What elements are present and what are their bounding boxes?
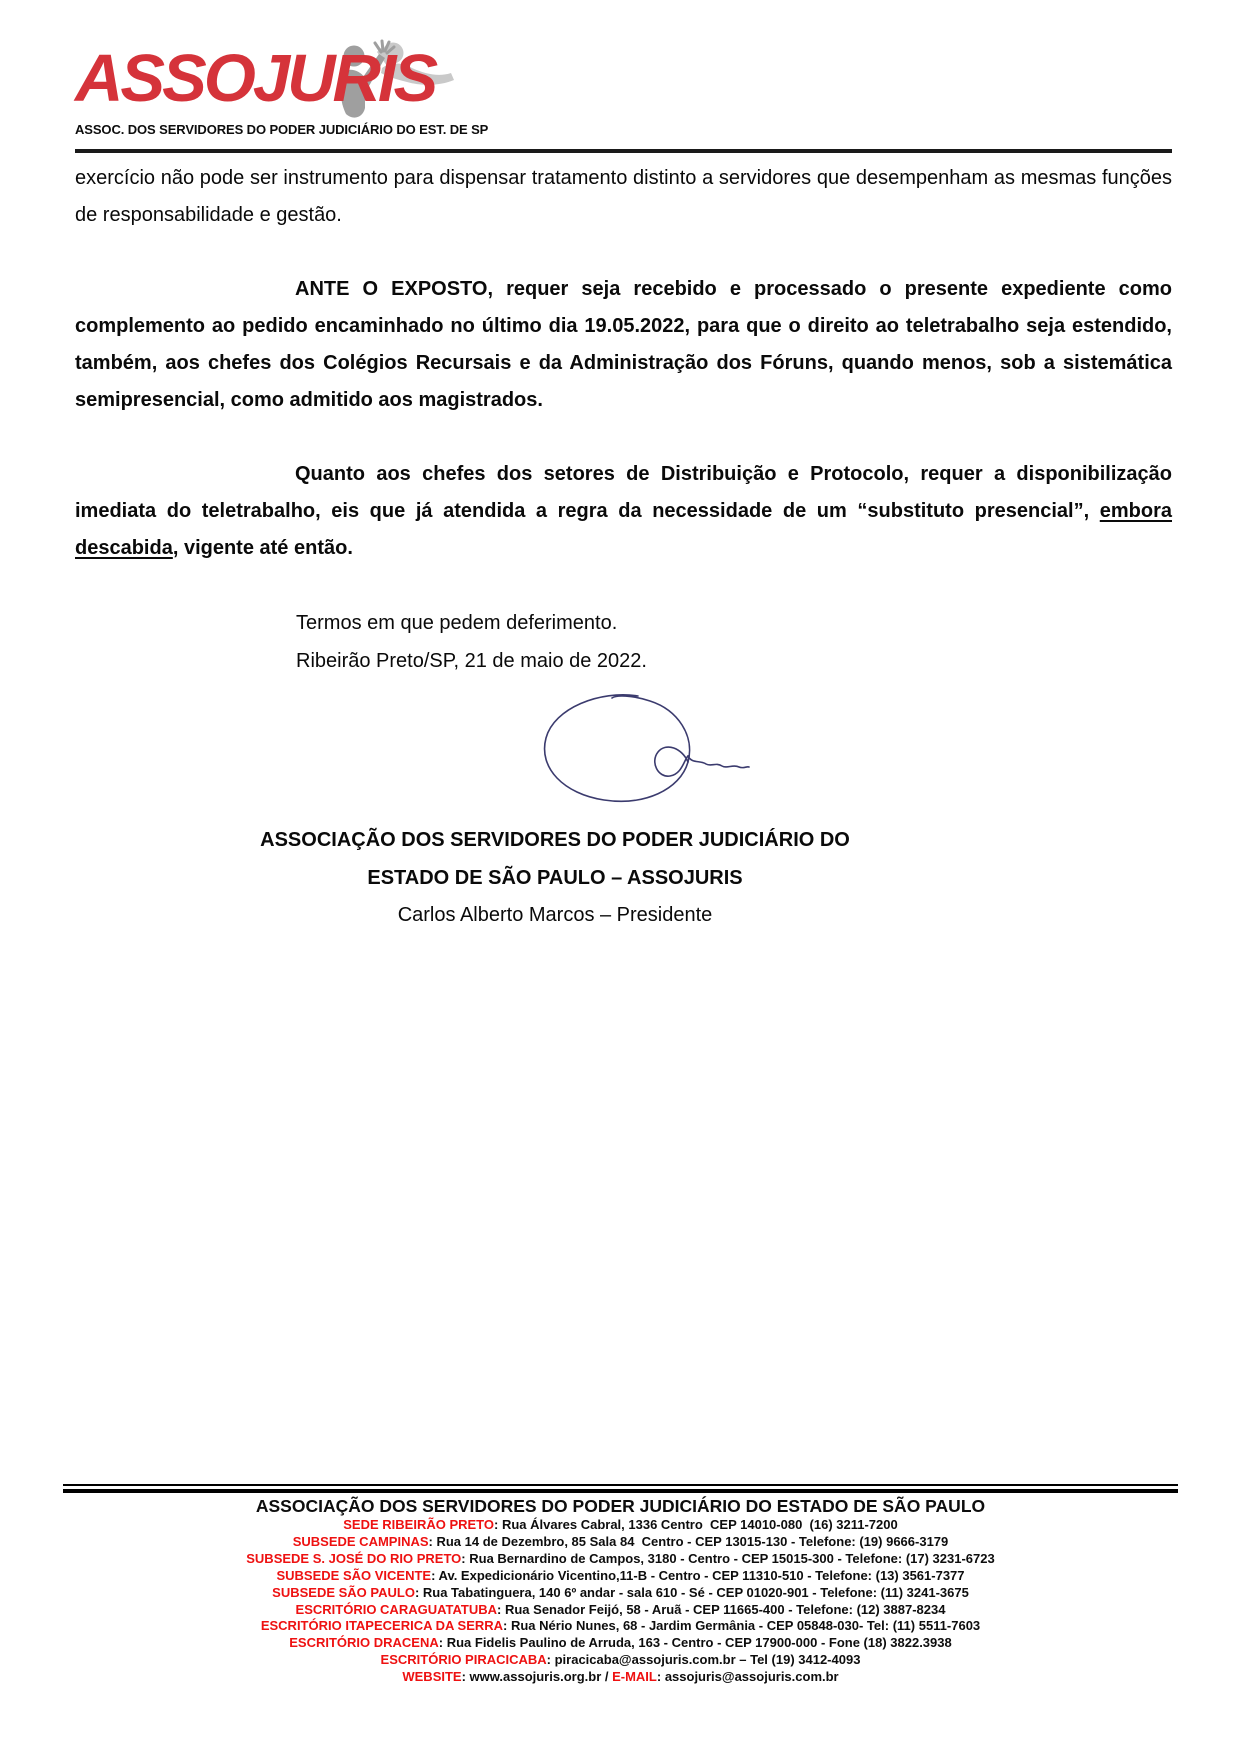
footer-contact-line — [63, 1602, 1178, 1619]
paragraph-ante-o-exposto: ANTE O EXPOSTO, requer seja recebido e processado o presente expediente como complemento ao pedido encaminhado no último dia 19.05.2022, para que o direito ao teletrabalho seja estendido, também, aos chefes dos Colégios Recursais e da Administração dos Fóruns, quando menos, sob a sistemática semipresencial, como admitido aos magistrados. — [75, 278, 1172, 411]
footer-line-text: : Rua Senador Feijó, 58 - Aruã - CEP 11665-400 - Telefone: (12) 3887-8234 — [497, 1601, 946, 1617]
closing-terms-line: Termos em que pedem deferimento. — [296, 612, 618, 634]
paragraph-quanto-aos-chefes — [75, 456, 1172, 567]
footer-contact-line — [63, 1635, 1178, 1652]
footer-line-label: ESCRITÓRIO PIRACICABA — [380, 1652, 547, 1668]
footer-contact-lines — [63, 1517, 1178, 1686]
signatory-name-title: Carlos Alberto Marcos – Presidente — [397, 904, 713, 926]
footer-line-label: ESCRITÓRIO ITAPECERICA DA SERRA — [260, 1618, 504, 1634]
assojuris-logo — [75, 34, 635, 137]
footer-line-text: : Rua Tabatinguera, 140 6º andar - sala 610 - Sé - CEP 01020-901 - Telefone: (11) 3241-3675 — [414, 1584, 969, 1600]
footer-contact-line — [63, 1652, 1178, 1669]
footer-line-label: ESCRITÓRIO CARAGUATATUBA — [295, 1601, 498, 1617]
signature-block — [75, 822, 1035, 935]
footer-line-text: : Rua 14 de Dezembro, 85 Sala 84 Centro - CEP 13015-130 - Telefone: (19) 9666-3179 — [428, 1533, 949, 1549]
closing-block — [296, 604, 1172, 680]
footer-contact-line — [63, 1618, 1178, 1635]
footer-line-label: E-MAIL — [612, 1669, 657, 1685]
footer-contact-line — [63, 1585, 1178, 1602]
footer-contact-line — [63, 1669, 1178, 1686]
closing-place-date-line: Ribeirão Preto/SP, 21 de maio de 2022. — [296, 650, 647, 672]
signatory-org-line1: ASSOCIAÇÃO DOS SERVIDORES DO PODER JUDICIÁRIO DO — [260, 829, 850, 851]
logo-brand-text: ASSOJURIS — [75, 41, 436, 116]
logo-tagline: ASSOC. DOS SERVIDORES DO PODER JUDICIÁRIO DO EST. DE SP — [75, 122, 489, 138]
letter-body — [75, 160, 1172, 935]
signature-image — [520, 686, 750, 812]
footer-line-label: SUBSEDE CAMPINAS — [292, 1533, 429, 1549]
footer-line-text: : Rua Bernardino de Campos, 3180 - Centro - CEP 15015-300 - Telefone: (17) 3231-6723 — [461, 1550, 995, 1566]
footer-line-text: : piracicaba@assojuris.com.br – Tel (19) 3412-4093 — [546, 1652, 861, 1668]
footer-line-text: : Rua Fidelis Paulino de Arruda, 163 - Centro - CEP 17900-000 - Fone (18) 3822.3938 — [438, 1635, 952, 1651]
footer-contact-line — [63, 1534, 1178, 1551]
footer-line-label: SUBSEDE S. JOSÉ DO RIO PRETO — [246, 1550, 462, 1566]
footer-line-label: SUBSEDE SÃO VICENTE — [276, 1567, 432, 1583]
letter-footer — [63, 1484, 1178, 1686]
header-divider — [75, 149, 1172, 153]
footer-line-text: : Av. Expedicionário Vicentino,11-B - Centro - CEP 11310-510 - Telefone: (13) 3561-7377 — [431, 1567, 965, 1583]
footer-line-text: : www.assojuris.org.br / — [461, 1669, 613, 1685]
footer-line-label: SUBSEDE SÃO PAULO — [272, 1584, 415, 1600]
footer-line-label: ESCRITÓRIO DRACENA — [289, 1635, 439, 1651]
paragraph-continuation: exercício não pode ser instrumento para dispensar tratamento distinto a servidores que desempenham as mesmas funções de responsabilidade e gestão. — [75, 167, 1172, 226]
footer-divider-thick — [63, 1489, 1178, 1493]
footer-contact-line — [63, 1551, 1178, 1568]
paragraph3-text-start: Quanto aos chefes dos setores de Distribuição e Protocolo, requer a disponibilização imediata do teletrabalho, eis que já atendida a regra da necessidade de um “substituto presencial”, — [75, 463, 1172, 522]
footer-line-text: : Rua Nério Nunes, 68 - Jardim Germânia - CEP 05848-030- Tel: (11) 5511-7603 — [503, 1618, 981, 1634]
footer-line-label: WEBSITE — [402, 1669, 462, 1685]
paragraph3-underlined-phrase: embora descabida — [75, 500, 1172, 559]
signatory-org-line2: ESTADO DE SÃO PAULO – ASSOJURIS — [367, 866, 743, 889]
footer-line-label: SEDE RIBEIRÃO PRETO — [343, 1517, 494, 1532]
footer-contact-line — [63, 1517, 1178, 1534]
footer-contact-line — [63, 1568, 1178, 1585]
footer-line-text: : assojuris@assojuris.com.br — [656, 1669, 839, 1685]
signature-ink-icon — [520, 686, 750, 812]
footer-line-text: : Rua Álvares Cabral, 1336 Centro CEP 14010-080 (16) 3211-7200 — [494, 1517, 898, 1532]
footer-title: ASSOCIAÇÃO DOS SERVIDORES DO PODER JUDICIÁRIO DO ESTADO DE SÃO PAULO — [255, 1496, 986, 1516]
paragraph3-text-end: , vigente até então. — [172, 537, 353, 559]
